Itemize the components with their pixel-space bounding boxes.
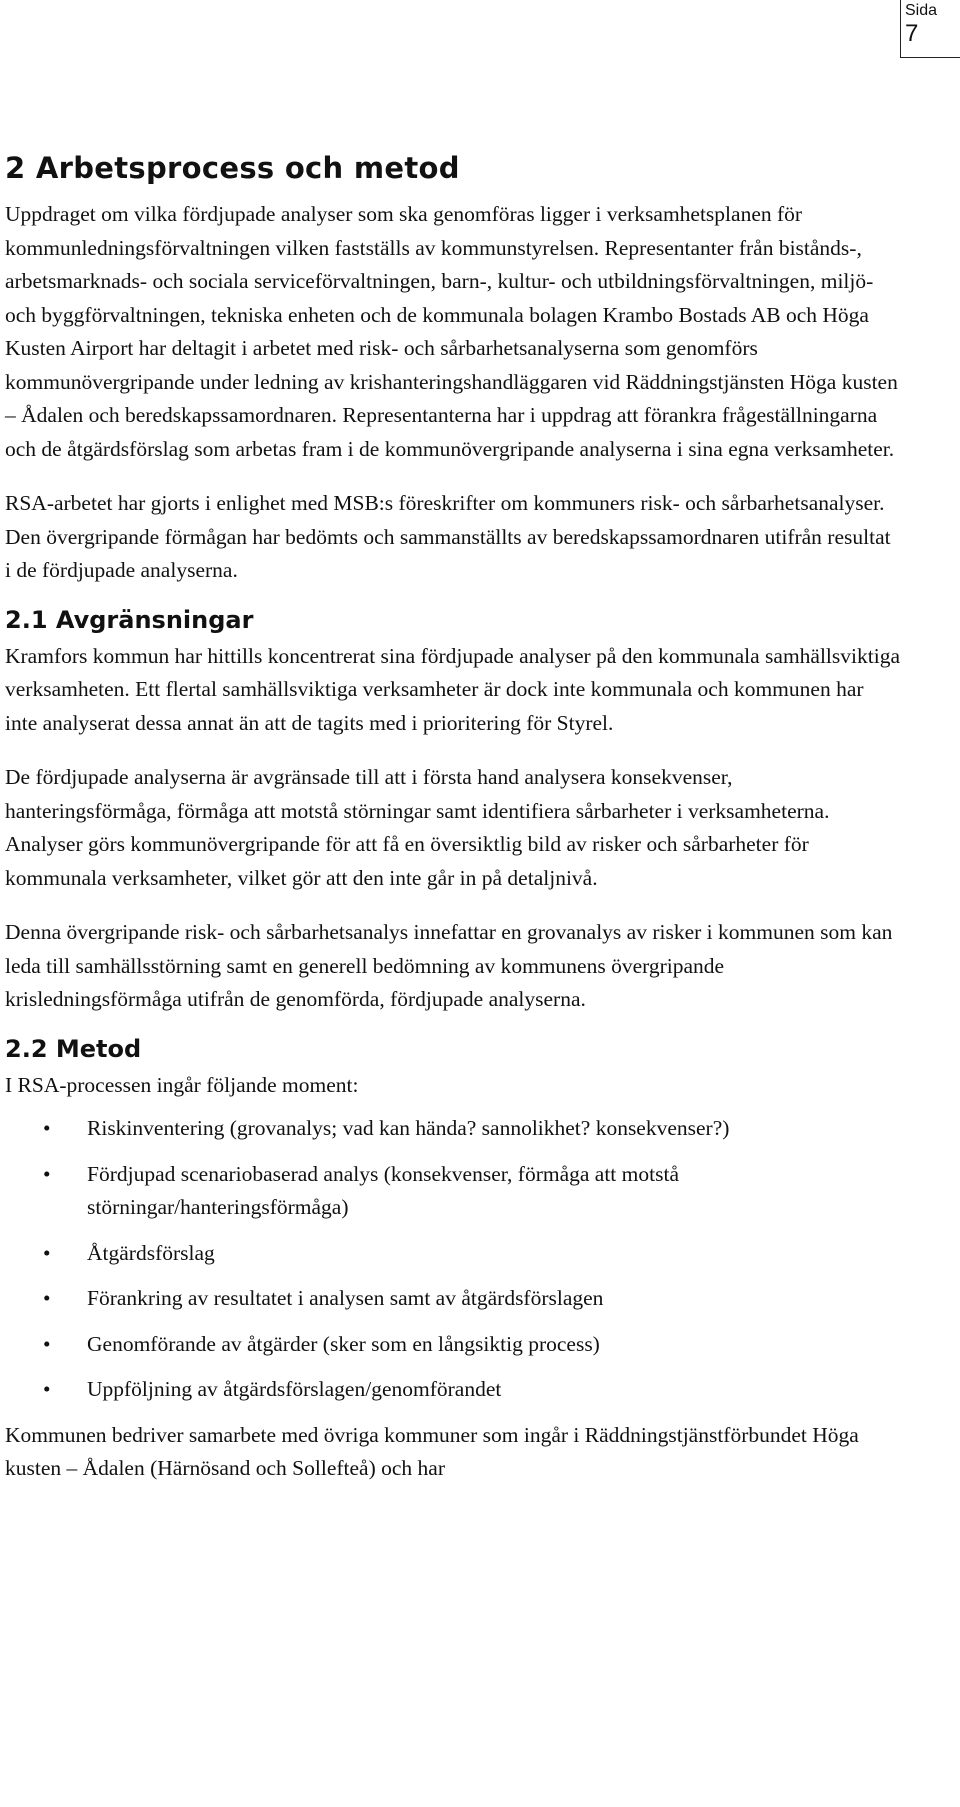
page-label: Sida bbox=[905, 2, 938, 19]
list-item bbox=[5, 1373, 900, 1407]
bullet-icon: • bbox=[43, 1286, 51, 1310]
list-item bbox=[5, 1237, 900, 1271]
body-paragraph: RSA-arbetet har gjorts i enlighet med MSB:s föreskrifter om kommuners risk- och sårbarhetsanalyser. Den övergripande förmågan har bedömts och sammanställts av beredskapssamordnaren utifrån resultat i de fördjupade analyserna. bbox=[5, 491, 891, 582]
bullet-icon: • bbox=[43, 1377, 51, 1401]
document-body bbox=[5, 140, 900, 1507]
list-item bbox=[5, 1112, 900, 1146]
list-item-text: Riskinventering (grovanalys; vad kan hända? sannolikhet? konsekvenser?) bbox=[87, 1116, 730, 1140]
bullet-icon: • bbox=[43, 1161, 51, 1186]
list-intro: I RSA-processen ingår följande moment: bbox=[5, 1072, 359, 1097]
list-item-text: Förankring av resultatet i analysen samt av åtgärdsförslagen bbox=[87, 1286, 604, 1310]
subsection-heading: 2.2 Metod bbox=[5, 1034, 142, 1063]
bullet-list bbox=[5, 1112, 900, 1407]
bullet-icon: • bbox=[43, 1116, 51, 1140]
list-item-text: Åtgärdsförslag bbox=[87, 1240, 215, 1265]
list-item-text: Genomförande av åtgärder (sker som en långsiktig process) bbox=[87, 1331, 600, 1356]
page-number-box bbox=[900, 0, 960, 58]
body-paragraph: De fördjupade analyserna är avgränsade till att i första hand analysera konsekvenser, hanteringsförmåga, förmåga att motstå störningar samt identifiera sårbarheter i verksamheterna. Analyser görs kommunövergripande för att få en översiktlig bild av risker och sårbarheter för kommunala verksamheter, vilket gör att den inte går in på detaljnivå. bbox=[5, 765, 830, 890]
list-item bbox=[5, 1158, 900, 1225]
list-item bbox=[5, 1282, 900, 1316]
list-item-text: Fördjupad scenariobaserad analys (konsekvenser, förmåga att motstå störningar/hanteringsförmåga) bbox=[87, 1161, 679, 1219]
body-paragraph: Uppdraget om vilka fördjupade analyser som ska genomföras ligger i verksamhetsplanen för kommunledningsförvaltningen vilken fastställs av kommunstyrelsen. Representanter från bistånds-, arbetsmarknads- och sociala serviceförvaltningen, barn-, kultur- och utbildningsförvaltningen, miljö- och byggförvaltningen, tekniska enheten och de kommunala bolagen Krambo Bostads AB och Höga Kusten Airport har deltagit i arbetet med risk- och sårbarhetsanalyserna som genomförs kommunövergripande under ledning av krishanteringshandläggaren vid Räddningstjänsten Höga kusten – Ådalen och beredskapssamordnaren. Representanterna har i uppdrag att förankra frågeställningarna och de åtgärdsförslag som arbetas fram i de kommunövergripande analyserna i sina egna verksamheter. bbox=[5, 202, 898, 461]
body-paragraph: Kommunen bedriver samarbete med övriga kommuner som ingår i Räddningstjänstförbundet Höga kusten – Ådalen (Härnösand och Sollefteå) och har bbox=[5, 1422, 859, 1480]
list-item bbox=[5, 1328, 900, 1362]
list-item-text: Uppföljning av åtgärdsförslagen/genomförandet bbox=[87, 1377, 502, 1401]
body-paragraph: Kramfors kommun har hittills koncentrerat sina fördjupade analyser på den kommunala samhällsviktiga verksamheten. Ett flertal samhällsviktiga verksamheter är dock inte kommunala och kommunen har inte analyserat dessa annat än att de tagits med i prioritering för Styrel. bbox=[5, 643, 900, 735]
bullet-icon: • bbox=[43, 1240, 51, 1265]
bullet-icon: • bbox=[43, 1331, 51, 1356]
page-number: 7 bbox=[905, 20, 919, 47]
body-paragraph: Denna övergripande risk- och sårbarhetsanalys innefattar en grovanalys av risker i kommunen som kan leda till samhällsstörning samt en generell bedömning av kommunens övergripande krisledningsförmåga utifrån de genomförda, fördjupade analyserna. bbox=[5, 920, 893, 1011]
subsection-heading: 2.1 Avgränsningar bbox=[5, 605, 254, 634]
section-heading: 2 Arbetsprocess och metod bbox=[5, 151, 460, 185]
